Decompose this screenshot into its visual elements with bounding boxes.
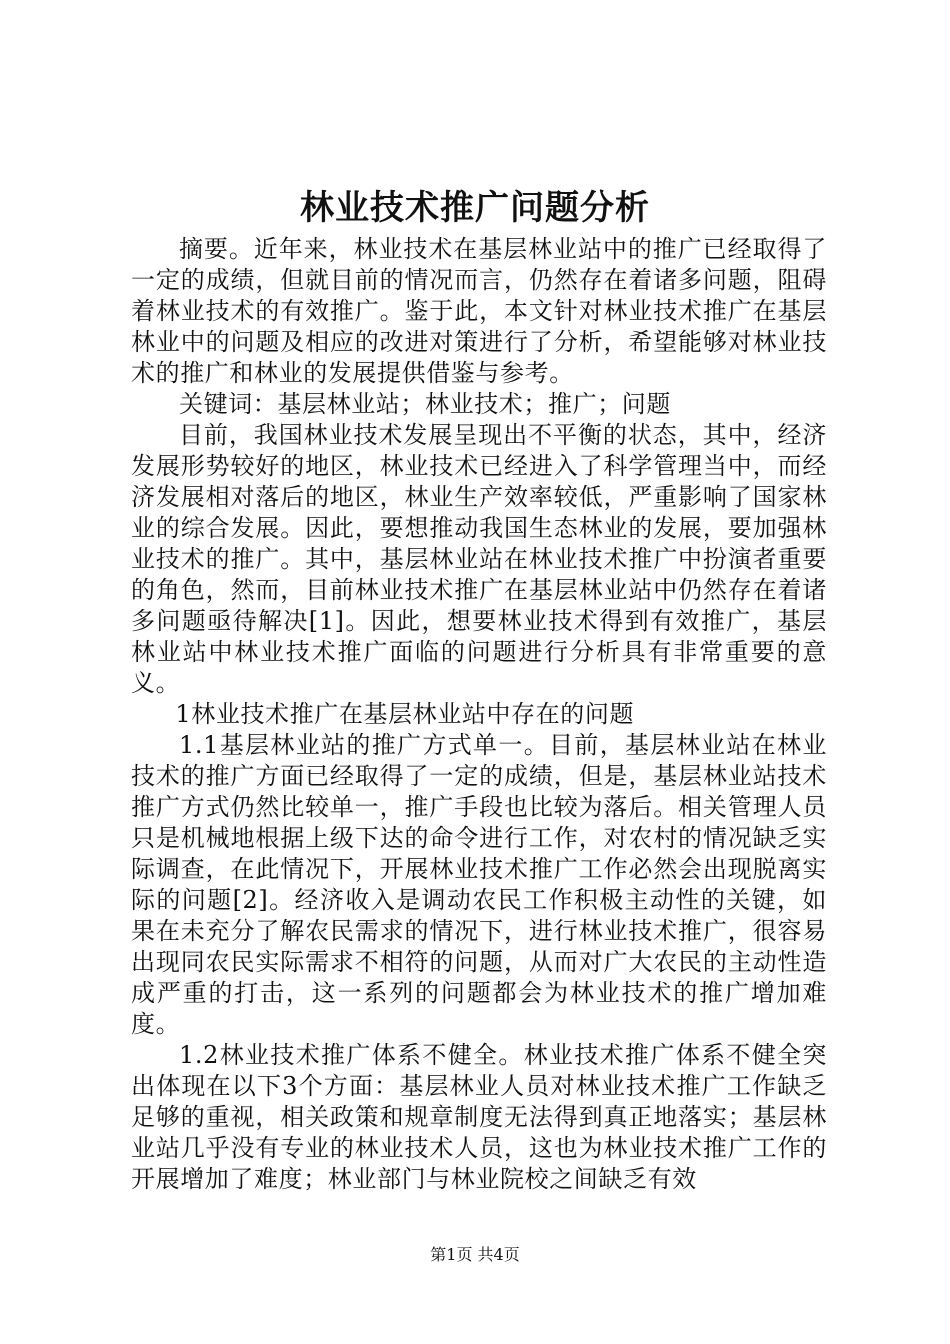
page-title: 林业技术推广问题分析 xyxy=(300,188,650,228)
keywords-paragraph: 关键词：基层林业站；林业技术；推广；问题 xyxy=(179,390,671,418)
section-heading: 1林业技术推广在基层林业站中存在的问题 xyxy=(175,700,635,728)
page-footer: 第1页 共4页 xyxy=(430,1245,520,1264)
document-body xyxy=(131,234,827,1195)
abstract-paragraph: 摘要。近年来，林业技术在基层林业站中的推广已经取得了一定的成绩，但就目前的情况而言，仍然存在着诸多问题，阻碍着林业技术的有效推广。鉴于此，本文针对林业技术推广在基层林业中的问题及相应的改进对策进行了分析，希望能够对林业技术的推广和林业的发展提供借鉴与参考。 xyxy=(131,235,827,387)
section-1-2-paragraph: 1.2林业技术推广体系不健全。林业技术推广体系不健全突出体现在以下3个方面：基层林业人员对林业技术推广工作缺乏足够的重视，相关政策和规章制度无法得到真正地落实；基层林业站几乎没有专业的林业技术人员，这也为林业技术推广工作的开展增加了难度；林业部门与林业院校之间缺乏有效 xyxy=(131,1041,827,1193)
intro-paragraph: 目前，我国林业技术发展呈现出不平衡的状态，其中，经济发展形势较好的地区，林业技术已经进入了科学管理当中，而经济发展相对落后的地区，林业生产效率较低，严重影响了国家林业的综合发展。因此，要想推动我国生态林业的发展，要加强林业技术的推广。其中，基层林业站在林业技术推广中扮演者重要的角色，然而，目前林业技术推广在基层林业站中仍然存在着诸多问题亟待解决[1]。因此，想要林业技术得到有效推广，基层林业站中林业技术推广面临的问题进行分析具有非常重要的意义。 xyxy=(131,421,827,697)
section-1-1-paragraph: 1.1基层林业站的推广方式单一。目前，基层林业站在林业技术的推广方面已经取得了一定的成绩，但是，基层林业站技术推广方式仍然比较单一，推广手段也比较为落后。相关管理人员只是机械地根据上级下达的命令进行工作，对农村的情况缺乏实际调查，在此情况下，开展林业技术推广工作必然会出现脱离实际的问题[2]。经济收入是调动农民工作积极主动性的关键，如果在未充分了解农民需求的情况下，进行林业技术推广，很容易出现同农民实际需求不相符的问题，从而对广大农民的主动性造成严重的打击，这一系列的问题都会为林业技术的推广增加难度。 xyxy=(131,731,827,1038)
